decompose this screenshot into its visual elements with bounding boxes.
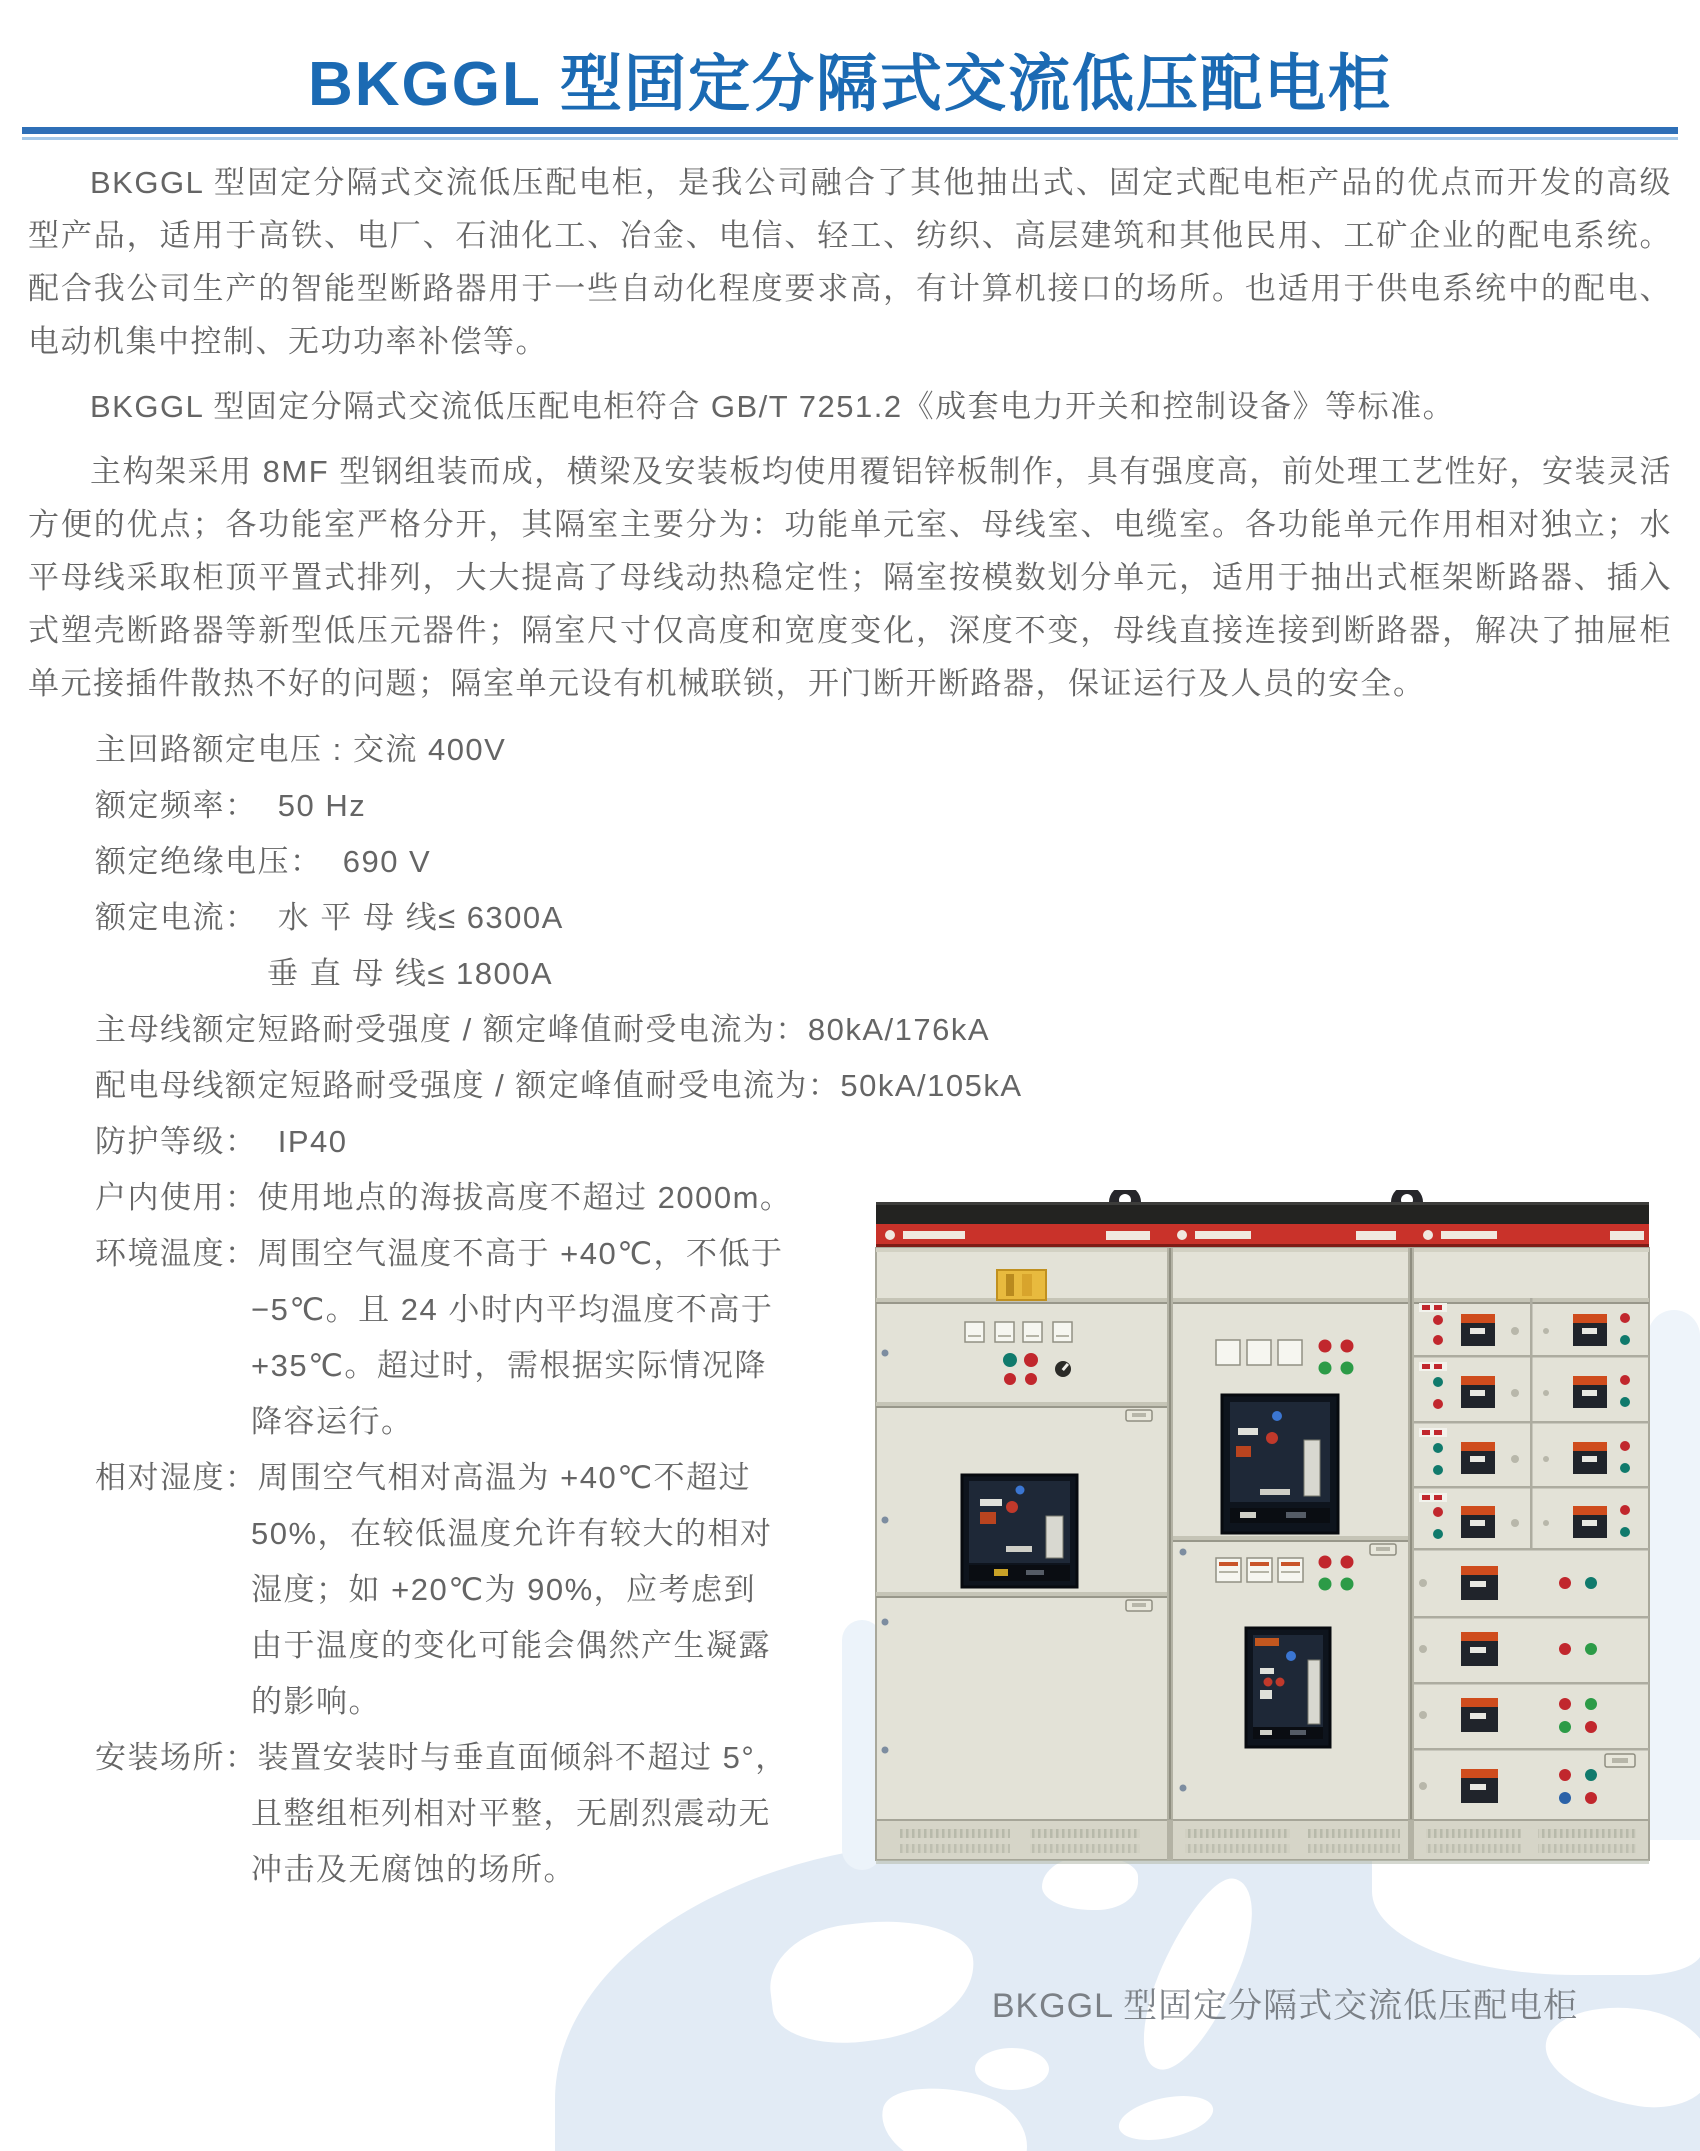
spec-line: 主回路额定电压 : 交流 400V <box>95 732 507 767</box>
page-title: BKGGL 型固定分隔式交流低压配电柜 <box>308 50 1392 119</box>
spec-line: +35℃。超过时，需根据实际情况降 <box>251 1348 767 1383</box>
photo-caption: BKGGL 型固定分隔式交流低压配电柜 <box>991 1987 1579 2025</box>
spec-line: 户内使用：使用地点的海拔高度不超过 2000m。 <box>95 1180 793 1215</box>
spec-line: 配电母线额定短路耐受强度 / 额定峰值耐受电流为：50kA/105kA <box>95 1068 1023 1103</box>
spec-line: 环境温度：周围空气温度不高于 +40℃，不低于 <box>95 1236 784 1271</box>
spec-line: 垂 直 母 线≤ 1800A <box>267 956 554 991</box>
spec-line: 且整组柜列相对平整，无剧烈震动无 <box>251 1796 771 1831</box>
door-latch <box>1126 1410 1152 1421</box>
brand-label <box>997 1270 1046 1300</box>
spec-line: 主母线额定短路耐受强度 / 额定峰值耐受电流为：80kA/176kA <box>95 1012 991 1047</box>
meter-squares <box>1216 1558 1303 1582</box>
intro-paragraph: BKGGL 型固定分隔式交流低压配电柜，是我公司融合了其他抽出式、固定式配电柜产品的优点而开发的高级型产品，适用于高铁、电厂、石油化工、冶金、电信、轻工、纺织、高层建筑和其他民用、工矿企业的配电系统。配合我公司生产的智能型断路器用于一些自动化程度要求高，有计算机接口的场所。也适用于供电系统中的配电、电动机集中控制、无功功率补偿等。 <box>28 165 1672 359</box>
door-latch <box>1370 1544 1396 1555</box>
meter-squares <box>1216 1340 1302 1365</box>
door-latch <box>1126 1600 1152 1611</box>
intro-paragraph: BKGGL 型固定分隔式交流低压配电柜符合 GB/T 7251.2《成套电力开关和控制设备》等标准。 <box>90 389 1456 424</box>
spec-line: 冲击及无腐蚀的场所。 <box>251 1852 576 1887</box>
spec-line: 的影响。 <box>251 1684 381 1719</box>
title-divider <box>22 127 1678 134</box>
breaker-unit <box>1222 1395 1338 1533</box>
spec-line: 湿度；如 +20℃为 90%，应考虑到 <box>251 1572 757 1607</box>
spec-line: 额定绝缘电压： 690 V <box>95 844 432 879</box>
breaker-unit <box>1246 1628 1330 1747</box>
spec-line: 50%，在较低温度允许有较大的相对 <box>251 1516 773 1551</box>
spec-line: 降容运行。 <box>251 1404 414 1439</box>
breaker-unit <box>962 1475 1077 1587</box>
spec-line: −5℃。且 24 小时内平均温度不高于 <box>251 1292 774 1327</box>
spec-line: 由于温度的变化可能会偶然产生凝露 <box>251 1628 771 1663</box>
cabinet-plinth <box>876 1820 1649 1864</box>
cabinet-top-rail <box>876 1202 1649 1224</box>
spec-line: 防护等级： IP40 <box>95 1124 348 1159</box>
spec-line: 安装场所：装置安装时与垂直面倾斜不超过 5°， <box>95 1740 788 1775</box>
cabinet-nameplate-banner <box>876 1224 1649 1247</box>
spec-line: 相对湿度：周围空气相对高温为 +40℃不超过 <box>95 1460 752 1495</box>
product-photo <box>870 1190 1660 1880</box>
title-divider-light <box>22 137 1678 140</box>
spec-line: 额定电流： 水 平 母 线≤ 6300A <box>95 900 564 935</box>
intro-paragraphs <box>28 156 1672 710</box>
spec-line: 额定频率： 50 Hz <box>95 788 367 823</box>
intro-paragraph: 主构架采用 8MF 型钢组装而成，横梁及安装板均使用覆铝锌板制作，具有强度高，前处理工艺性好，安装灵活方便的优点；各功能室严格分开，其隔室主要分为：功能单元室、母线室、电缆室。各功能单元作用相对独立；水平母线采取柜顶平置式排列，大大提高了母线动热稳定性；隔室按模数划分单元，适用于抽出式框架断路器、插入式塑壳断路器等新型低压元器件；隔室尺寸仅高度和宽度变化，深度不变，母线直接连接到断路器，解决了抽屉柜单元接插件散热不好的问题；隔室单元设有机械联锁，开门断开断路器，保证运行及人员的安全。 <box>28 454 1672 701</box>
map-landmass <box>975 2048 1049 2090</box>
